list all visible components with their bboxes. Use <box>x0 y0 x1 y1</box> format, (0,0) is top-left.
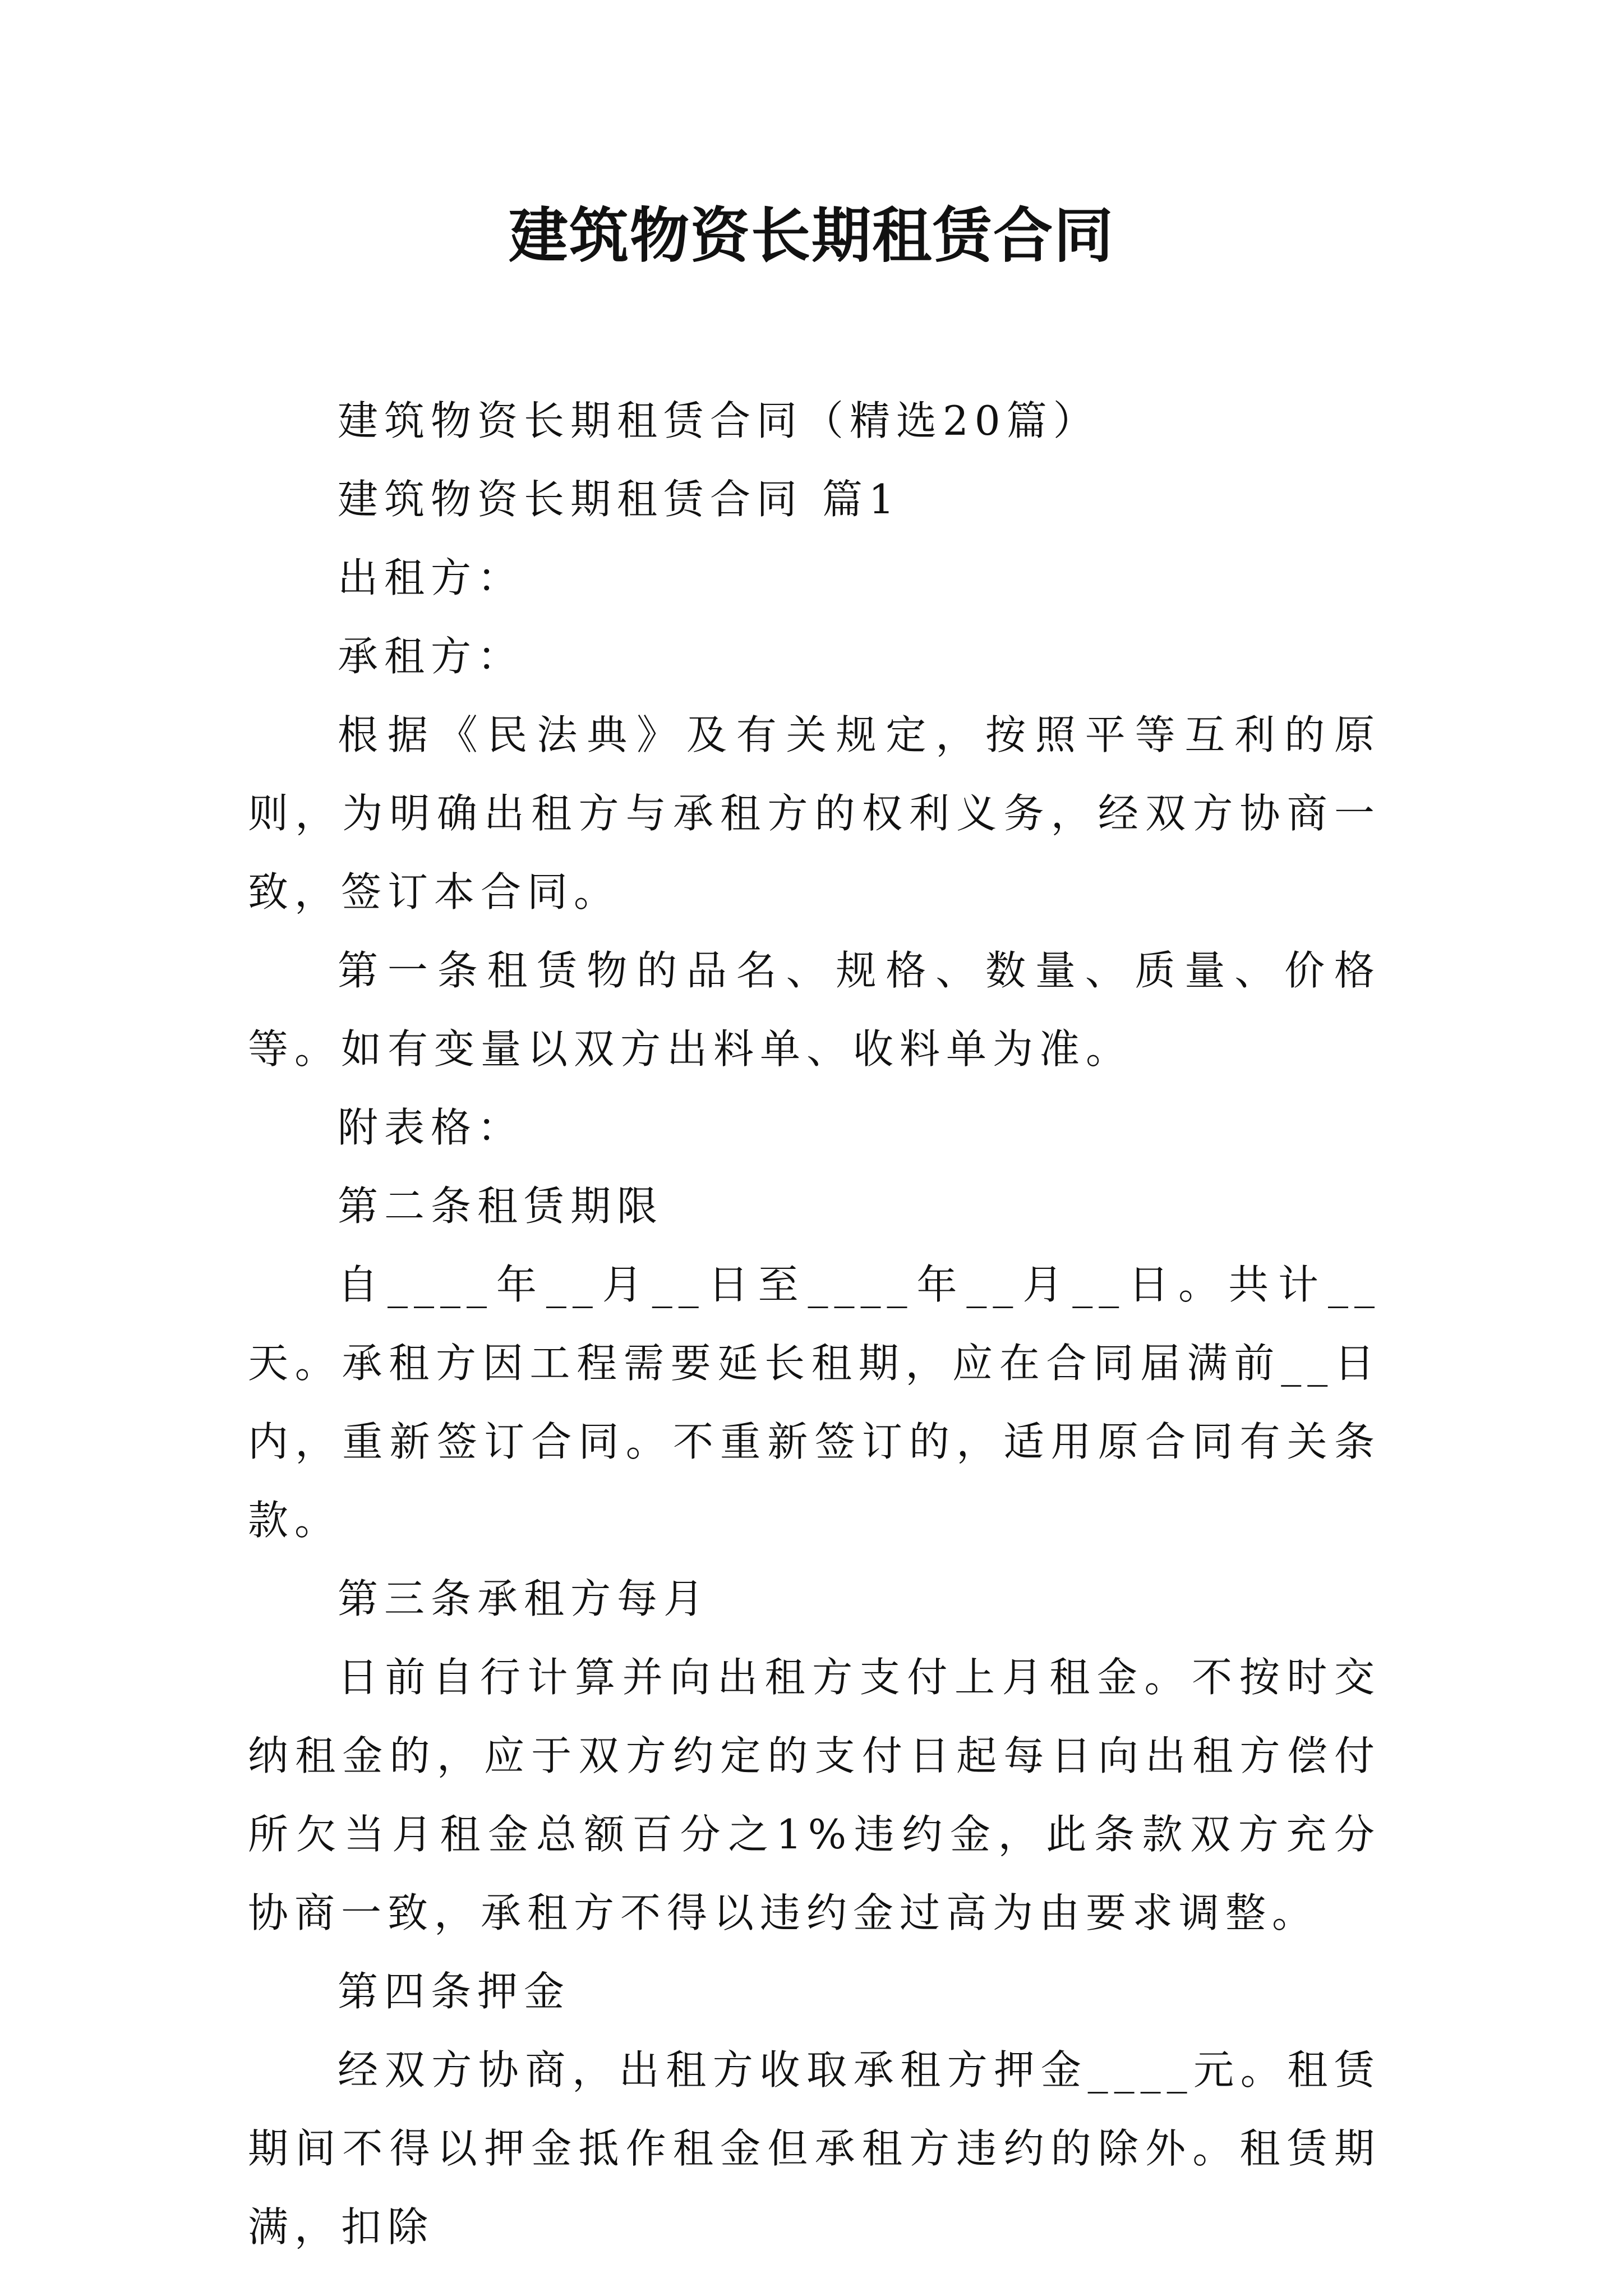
paragraph-section-heading: 建筑物资长期租赁合同 篇1 <box>338 476 901 523</box>
paragraph-article-4-body: 经双方协商，出租方收取承租方押金____元。租赁期间不得以押金抵作租金但承租方违约的除外。租赁期满，扣除 <box>248 2046 1381 2251</box>
paragraph-attached-table: 附表格： <box>338 1104 524 1151</box>
paragraph-subtitle: 建筑物资长期租赁合同（精选20篇） <box>338 397 1100 444</box>
paragraph-article-3-heading: 第三条承租方每月 <box>338 1575 711 1622</box>
document-title: 建筑物资长期租赁合同 <box>509 200 1114 270</box>
paragraph-lessor: 出租方： <box>338 554 524 601</box>
paragraph-lessee: 承租方： <box>338 633 524 680</box>
paragraph-article-3-body: 日前自行计算并向出租方支付上月租金。不按时交纳租金的，应于双方约定的支付日起每日向出租方偿付所欠当月租金总额百分之1%违约金，此条款双方充分协商一致，承租方不得以违约金过高为由要求调整。 <box>248 1654 1381 1936</box>
paragraph-article-2-heading: 第二条租赁期限 <box>338 1182 664 1230</box>
paragraph-article-2-body: 自____年__月__日至____年__月__日。共计__天。承租方因工程需要延长租期，应在合同届满前__日内，重新签订合同。不重新签订的，适用原合同有关条款。 <box>248 1261 1381 1544</box>
document-body <box>248 381 1381 2266</box>
paragraph-article-1: 第一条租赁物的品名、规格、数量、质量、价格等。如有变量以双方出料单、收料单为准。 <box>248 947 1381 1073</box>
paragraph-article-4-heading: 第四条押金 <box>338 1968 571 2015</box>
paragraph-preamble: 根据《民法典》及有关规定，按照平等互利的原则，为明确出租方与承租方的权利义务，经双方协商一致，签订本合同。 <box>248 711 1381 915</box>
